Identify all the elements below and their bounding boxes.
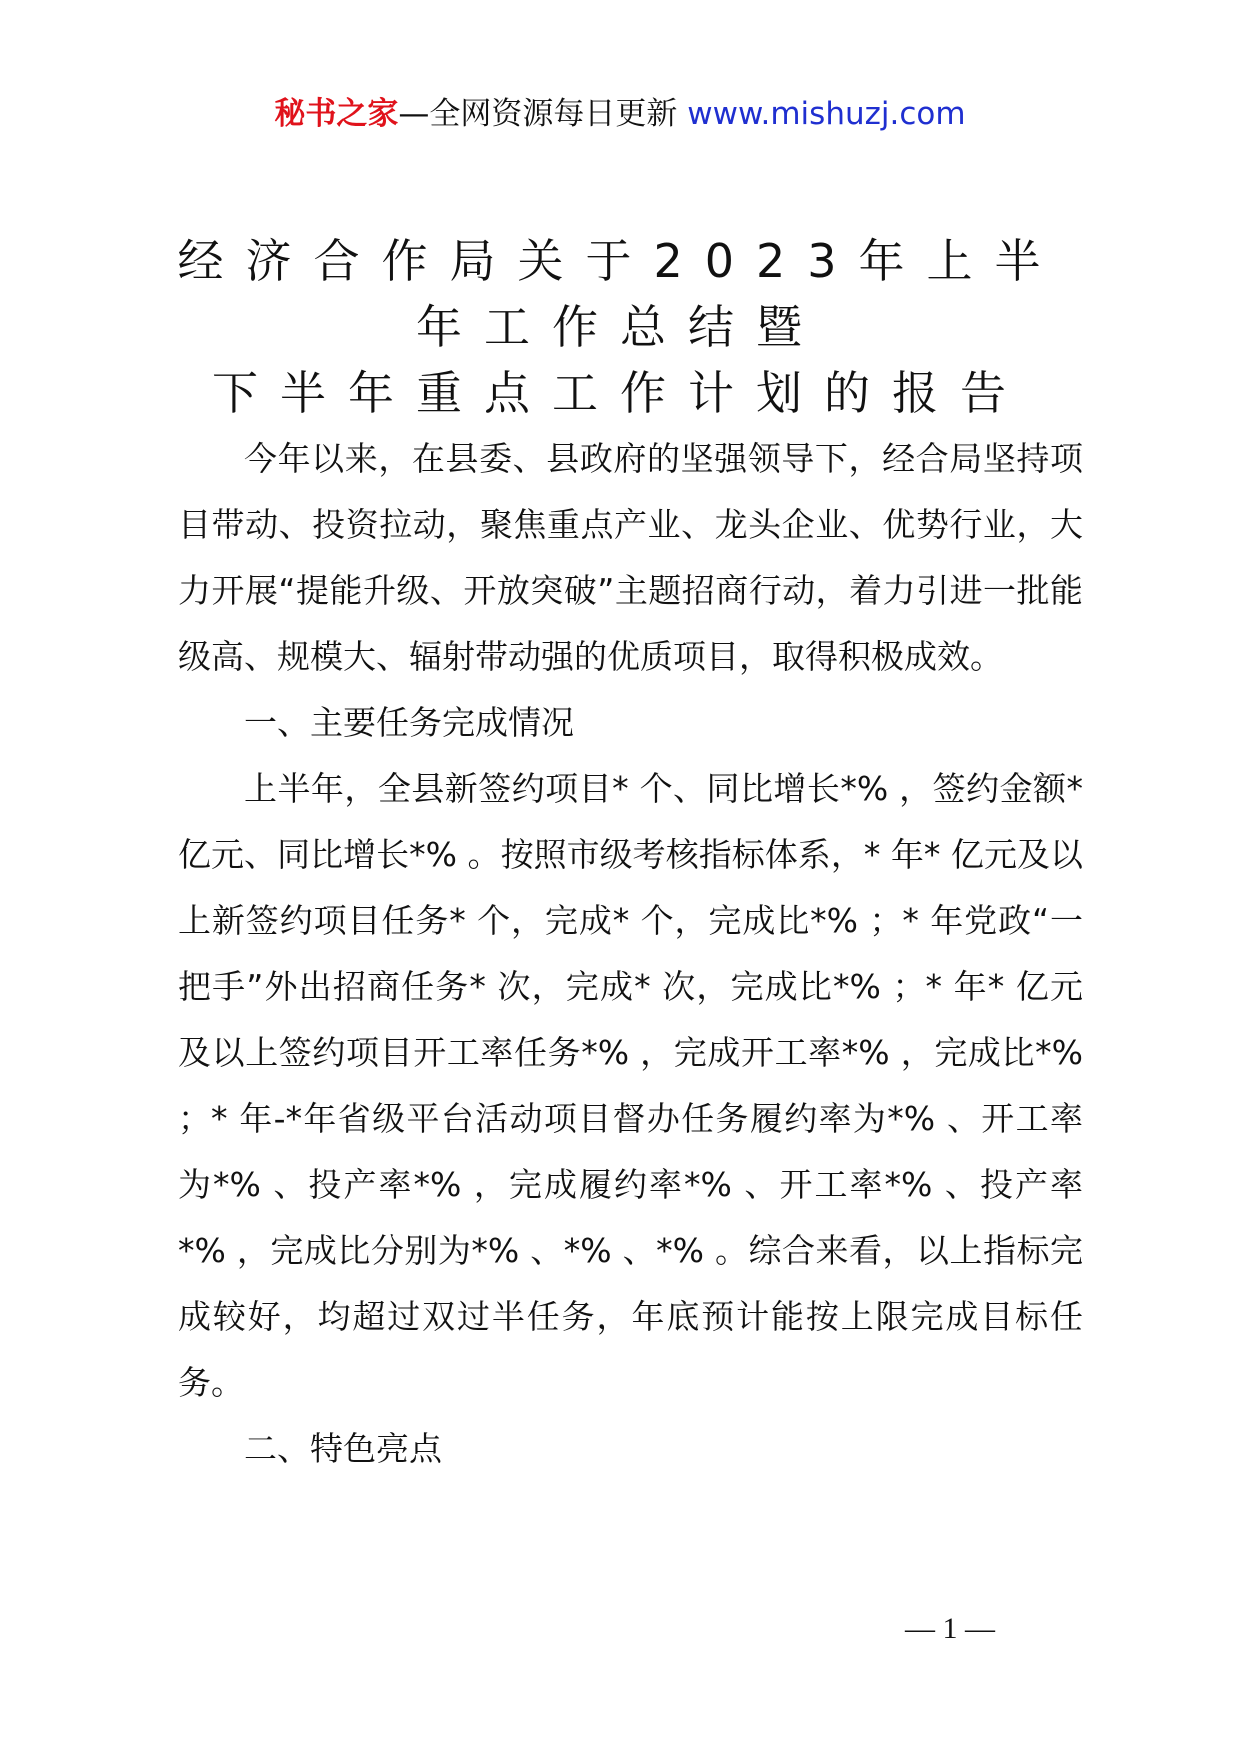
site-url[interactable]: www.mishuzj.com <box>687 96 966 132</box>
intro-paragraph: 今年以来，在县委、县政府的坚强领导下，经合局坚持项目带动、投资拉动，聚焦重点产业、龙头企业、优势行业，大力开展“提能升级、开放突破”主题招商行动，着力引进一批能级高、规模大、辐射带动强的优质项目，取得积极成效。 <box>178 439 1083 676</box>
document-body <box>178 426 1083 1482</box>
document-title <box>175 228 1065 426</box>
brand-slogan: —全网资源每日更新 <box>398 96 678 132</box>
brand-name: 秘书之家 <box>274 96 399 132</box>
section-heading-2: 二、特色亮点 <box>244 1429 442 1468</box>
section-heading-1: 一、主要任务完成情况 <box>244 703 574 742</box>
title-line-3: 下半年重点工作计划的报告 <box>212 366 1028 420</box>
section-1-paragraph: 上半年，全县新签约项目* 个、同比增长*% ，签约金额* 亿元、同比增长*% 。按照市级考核指标体系，* 年* 亿元及以上新签约项目任务* 个，完成* 个，完成比*% ；* 年党政“一把手”外出招商任务* 次，完成* 次，完成比*% ；* 年* 亿元及以上签约项目开工率任务*% ，完成开工率*% ，完成比*% ；* 年-*年省级平台活动项目督办任务履约率为*% 、开工率为*% 、投产率*% ，完成履约率*% 、开工率*% 、投产率*% ，完成比分别为*% 、*% 、*% 。综合来看，以上指标完成较好，均超过双过半任务，年底预计能按上限完成目标任务。 <box>178 769 1083 1402</box>
title-line-1: 经济合作局关于2023年上半 <box>177 234 1063 288</box>
title-line-2: 年工作总结暨 <box>416 300 824 354</box>
page-number: — 1 — <box>905 1612 995 1645</box>
site-header <box>0 94 1240 134</box>
